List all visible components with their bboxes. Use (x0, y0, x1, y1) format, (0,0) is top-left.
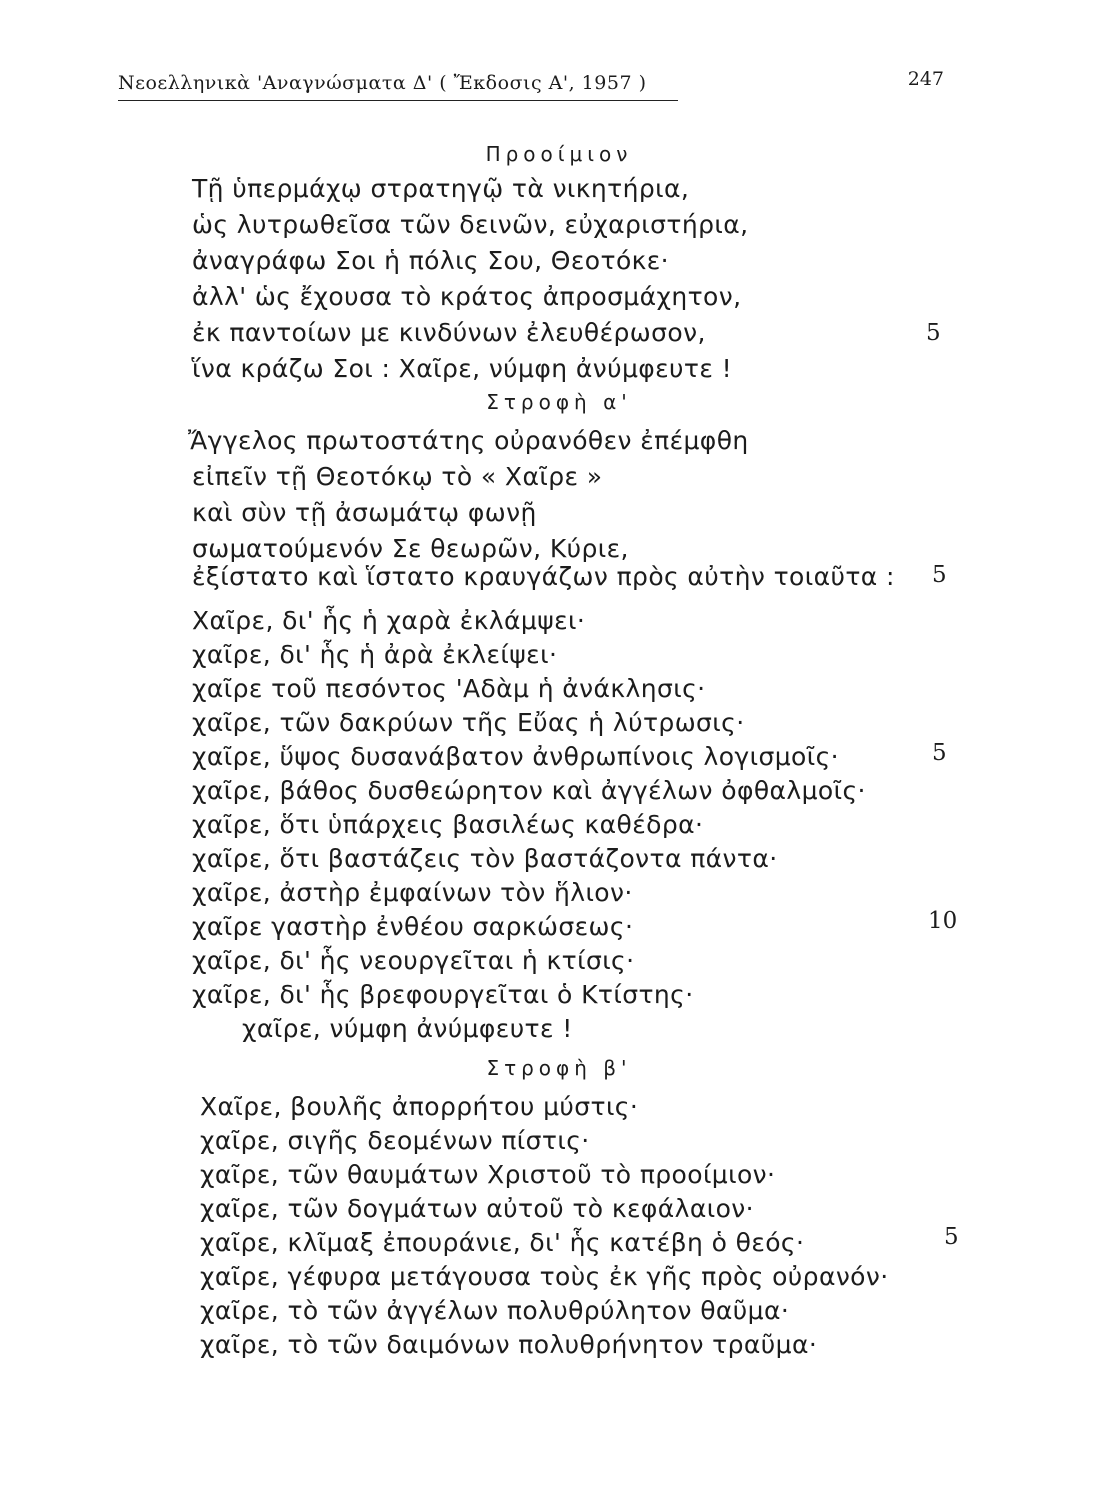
prooimion-line: ἀλλ' ὡς ἔχουσα τὸ κράτος ἀπροσμάχητον, (192, 282, 742, 311)
line-number: 5 (944, 1224, 959, 1250)
line-number: 5 (932, 562, 947, 588)
chairetismos-line: χαῖρε τοῦ πεσόντος 'Αδὰμ ἡ ἀνάκλησις· (192, 674, 706, 703)
chairetismos-line: χαῖρε, τῶν δακρύων τῆς Εὔας ἡ λύτρωσις· (192, 708, 745, 737)
strophe-b-line: χαῖρε, κλῖμαξ ἐπουράνιε, δι' ἧς κατέβη ὁ θεός· (200, 1228, 805, 1257)
strophe-b-line: χαῖρε, σιγῆς δεομένων πίστις· (200, 1126, 590, 1155)
strophe-a-line: σωματούμενόν Σε θεωρῶν, Κύριε, (192, 534, 629, 563)
prooimion-line: ἀναγράφω Σοι ἡ πόλις Σου, Θεοτόκε· (192, 246, 670, 275)
chairetismos-line: χαῖρε, δι' ἧς ἡ ἀρὰ ἐκλείψει· (192, 640, 558, 669)
chairetismos-line: χαῖρε, βάθος δυσθεώρητον καὶ ἀγγέλων ὀφθαλμοῖς· (192, 776, 866, 805)
strophe-a-line: ἐξίστατο καὶ ἵστατο κραυγάζων πρὸς αὐτὴν τοιαῦτα : (192, 562, 895, 591)
chairetismos-line: χαῖρε, δι' ἧς νεουργεῖται ἡ κτίσις· (192, 946, 635, 975)
strophe-b-line: χαῖρε, τὸ τῶν δαιμόνων πολυθρήνητον τραῦμα· (200, 1330, 818, 1359)
chairetismos-line: χαῖρε, ἀστὴρ ἐμφαίνων τὸν ἥλιον· (192, 878, 633, 907)
strophe-b-line: Χαῖρε, βουλῆς ἀπορρήτου μύστις· (200, 1092, 639, 1121)
strophe-a-line: καὶ σὺν τῇ ἀσωμάτῳ φωνῇ (192, 498, 537, 527)
strophe-b-line: χαῖρε, τῶν θαυμάτων Χριστοῦ τὸ προοίμιον· (200, 1160, 776, 1189)
refrain-line: χαῖρε, νύμφη ἀνύμφευτε ! (242, 1014, 573, 1043)
prooimion-line: ἵνα κράζω Σοι : Χαῖρε, νύμφη ἀνύμφευτε ! (192, 354, 733, 383)
strophe-a-line: εἰπεῖν τῇ Θεοτόκῳ τὸ « Χαῖρε » (192, 462, 603, 491)
page-number: 247 (907, 68, 944, 90)
line-number: 10 (928, 908, 958, 934)
line-number: 5 (932, 740, 947, 766)
strophe-a-line: Ἄγγελος πρωτοστάτης οὐρανόθεν ἐπέμφθη (188, 426, 749, 455)
prooimion-line: ὡς λυτρωθεῖσα τῶν δεινῶν, εὐχαριστήρια, (192, 210, 749, 239)
strophe-b-line: χαῖρε, γέφυρα μετάγουσα τοὺς ἐκ γῆς πρὸς οὐρανόν· (200, 1262, 889, 1291)
line-number: 5 (926, 320, 941, 346)
strophe-b-line: χαῖρε, τὸ τῶν ἀγγέλων πολυθρύλητον θαῦμα· (200, 1296, 790, 1325)
chairetismos-line: χαῖρε, ὅτι βαστάζεις τὸν βαστάζοντα πάντα· (192, 844, 778, 873)
strophe-b-line: χαῖρε, τῶν δογμάτων αὐτοῦ τὸ κεφάλαιον· (200, 1194, 754, 1223)
strophe-b-heading: Στροφὴ β' (486, 1056, 632, 1080)
chairetismos-line: χαῖρε, ὕψος δυσανάβατον ἀνθρωπίνοις λογισμοῖς· (192, 742, 840, 771)
chairetismos-line: χαῖρε, δι' ἧς βρεφουργεῖται ὁ Κτίστης· (192, 980, 694, 1009)
running-title: Νεοελληνικὰ 'Αναγνώσματα Δ' ( Ἔκδοσις Α', 1957 ) (118, 72, 647, 94)
chairetismos-line: χαῖρε, ὅτι ὑπάρχεις βασιλέως καθέδρα· (192, 810, 704, 839)
header-rule (118, 100, 678, 101)
chairetismos-line: Χαῖρε, δι' ἧς ἡ χαρὰ ἐκλάμψει· (192, 606, 586, 635)
prooimion-line: Τῇ ὑπερμάχῳ στρατηγῷ τὰ νικητήρια, (192, 174, 690, 203)
chairetismos-line: χαῖρε γαστὴρ ἐνθέου σαρκώσεως· (192, 912, 634, 941)
prooimion-heading: Προοίμιον (485, 142, 633, 166)
page-header (118, 66, 944, 112)
strophe-a-heading: Στροφὴ α' (486, 390, 632, 414)
prooimion-line: ἐκ παντοίων με κινδύνων ἐλευθέρωσον, (192, 318, 706, 347)
